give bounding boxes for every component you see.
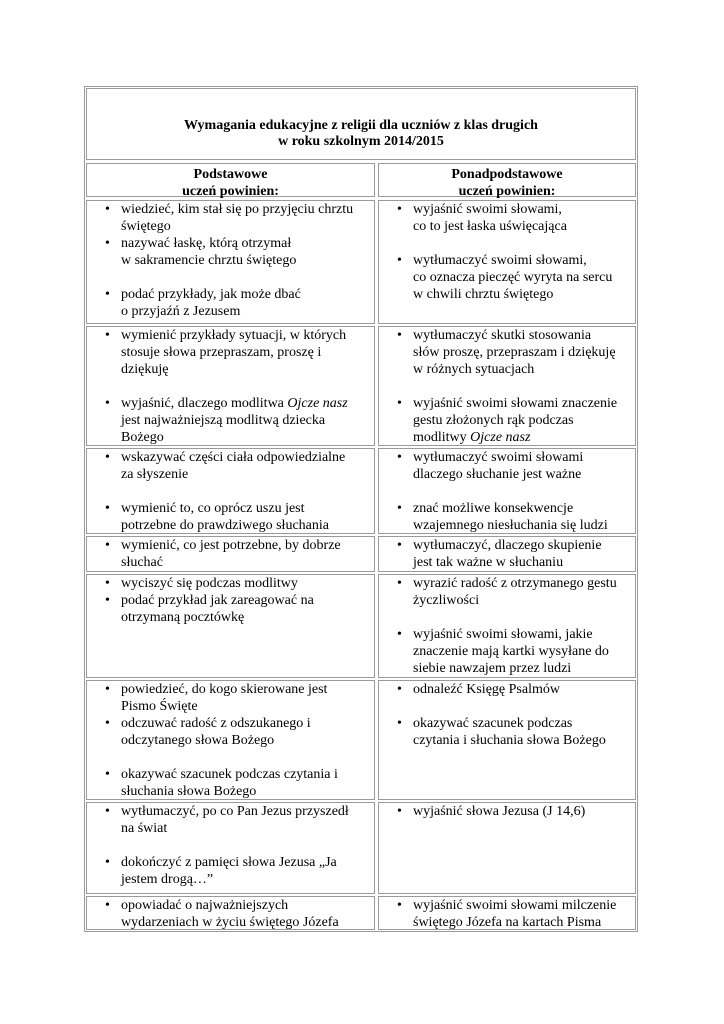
row-3-basic: [86, 448, 375, 534]
list-item: [87, 235, 374, 269]
item-text: w różnych sytuacjach: [413, 362, 535, 377]
row-3-advanced: [378, 448, 636, 534]
item-text: znaczenie mają kartki wysyłane do: [413, 644, 609, 659]
item-text: wydarzeniach w życiu świętego Józefa: [121, 915, 339, 930]
item-text: słuchać: [121, 555, 163, 570]
prayer-title: Ojcze nasz: [470, 430, 531, 445]
item-text: • wyjaśnić swoimi słowami,: [413, 202, 562, 217]
item-text: odczytanego słowa Bożego: [121, 733, 275, 748]
row-7-advanced: [378, 802, 636, 894]
item-text: • wytłumaczyć swoimi słowami: [413, 450, 584, 465]
header-basic: [86, 163, 375, 197]
item-text: życzliwości: [413, 593, 480, 608]
item-text: co to jest łaska uświęcająca: [413, 219, 567, 234]
document-title: [86, 88, 636, 160]
item-text: w sakramencie chrztu świętego: [121, 253, 297, 268]
item-text: • znać możliwe konsekwencje: [413, 501, 574, 516]
list-item: [87, 449, 374, 483]
list-item: [87, 854, 374, 888]
item-text: jest tak ważne w słuchaniu: [413, 555, 564, 570]
item-text: • wskazywać części ciała odpowiedzialne: [121, 450, 346, 465]
header-basic-line-2: uczeń powinien:: [182, 184, 279, 199]
row-5-basic: [86, 574, 375, 678]
item-text: • wymienić przykłady sytuacji, w których: [121, 328, 347, 343]
list-item: [379, 327, 635, 378]
item-text: wyjaśnić, dlaczego modlitwa: [121, 396, 288, 411]
item-text: otrzymaną pocztówkę: [121, 610, 245, 625]
list-item: [87, 327, 374, 378]
item-text: • wytłumaczyć, dlaczego skupienie: [413, 538, 602, 553]
list-item: [87, 803, 374, 837]
header-advanced-line-1: Ponadpodstawowe: [451, 167, 563, 182]
item-text: • odnaleźć Księgę Psalmów: [413, 682, 560, 697]
list-item: [379, 626, 635, 677]
item-text: w chwili chrztu świętego: [413, 287, 554, 302]
item-text: dlaczego słuchanie jest ważne: [413, 467, 582, 482]
item-text: gestu złożonych rąk podczas: [413, 413, 574, 428]
list-item: [379, 500, 635, 534]
row-7-basic: [86, 802, 375, 894]
row-8-advanced: [378, 896, 636, 930]
list-item: [87, 201, 374, 235]
row-4-advanced: [378, 536, 636, 572]
item-text: • opowiadać o najważniejszych: [121, 898, 289, 913]
item-text: świętego: [121, 219, 171, 234]
item-text: potrzebne do prawdziwego słuchania: [121, 518, 329, 533]
item-text: siebie nawzajem przez ludzi: [413, 661, 572, 676]
item-text: • nazywać łaskę, którą otrzymał: [121, 236, 292, 251]
list-item: [87, 286, 374, 320]
item-text: Pismo Święte: [121, 699, 198, 714]
item-text: • okazywać szacunek podczas: [413, 716, 573, 731]
item-text: dziękuję: [121, 362, 169, 377]
item-text: • wyrazić radość z otrzymanego gestu: [413, 576, 617, 591]
header-advanced-line-2: uczeń powinien:: [458, 184, 556, 199]
row-1-basic: [86, 200, 375, 324]
item-text: • podać przykłady, jak może dbać: [121, 287, 301, 302]
row-2-advanced: [378, 326, 636, 446]
list-item: [87, 681, 374, 715]
item-text: • dokończyć z pamięci słowa Jezusa „Ja: [121, 855, 337, 870]
list-item: [87, 500, 374, 534]
item-text: • odczuwać radość z odszukanego i: [121, 716, 311, 731]
item-text: za słyszenie: [121, 467, 189, 482]
item-text: Bożego: [121, 430, 164, 445]
item-text: • wytłumaczyć, po co Pan Jezus przyszedł: [121, 804, 349, 819]
item-text: • okazywać szacunek podczas czytania i: [121, 767, 338, 782]
list-item: [87, 592, 374, 626]
list-item: [379, 252, 635, 303]
list-item: [379, 449, 635, 483]
list-item: [379, 715, 635, 749]
list-item: [87, 766, 374, 800]
row-8-basic: [86, 896, 375, 930]
item-text: słuchania słowa Bożego: [121, 784, 257, 799]
item-text: czytania i słuchania słowa Bożego: [413, 733, 606, 748]
row-1-advanced: [378, 200, 636, 324]
item-text: modlitwy: [413, 430, 471, 445]
header-basic-line-1: Podstawowe: [193, 167, 268, 182]
title-line-2: w roku szkolnym 2014/2015: [278, 134, 444, 149]
item-text: • wyjaśnić swoimi słowami milczenie: [413, 898, 617, 913]
title-line-1: Wymagania edukacyjne z religii dla uczniów z klas drugich: [184, 118, 538, 133]
list-item: [379, 575, 635, 609]
item-text: stosuje słowa przepraszam, proszę i: [121, 345, 322, 360]
item-text: jest najważniejszą modlitwą dziecka: [121, 413, 326, 428]
row-5-advanced: [378, 574, 636, 678]
item-text: świętego Józefa na kartach Pisma: [413, 915, 602, 930]
list-item: [87, 715, 374, 749]
item-text: • wymienić, co jest potrzebne, by dobrze: [121, 538, 341, 553]
item-text: na świat: [121, 821, 168, 836]
item-text: • powiedzieć, do kogo skierowane jest: [121, 682, 328, 697]
item-text: słów proszę, przepraszam i dziękuję: [413, 345, 616, 360]
list-item: [87, 897, 374, 931]
list-item: [379, 395, 635, 446]
item-text: wzajemnego niesłuchania się ludzi: [413, 518, 608, 533]
list-item: [379, 897, 635, 931]
list-item: [379, 537, 635, 571]
list-item: [379, 681, 635, 698]
item-text: • wytłumaczyć swoimi słowami,: [413, 253, 587, 268]
item-text: • wytłumaczyć skutki stosowania: [413, 328, 592, 343]
row-2-basic: [86, 326, 375, 446]
item-text: • wiedzieć, kim stał się po przyjęciu chrztu: [121, 202, 354, 217]
item-text: • wymienić to, co oprócz uszu jest: [121, 501, 305, 516]
item-text: o przyjaźń z Jezusem: [121, 304, 241, 319]
item-text: jestem drogą…”: [121, 872, 214, 887]
item-text: • podać przykład jak zareagować na: [121, 593, 314, 608]
item-text: • wyjaśnić swoimi słowami, jakie: [413, 627, 593, 642]
row-4-basic: [86, 536, 375, 572]
header-advanced: [378, 163, 636, 197]
list-item: [87, 575, 374, 592]
list-item: [379, 803, 635, 820]
prayer-title: Ojcze nasz: [287, 396, 348, 411]
item-text: • wyjaśnić słowa Jezusa (J 14,6): [413, 804, 586, 819]
item-text: • wyjaśnić swoimi słowami znaczenie: [413, 396, 618, 411]
list-item: [87, 537, 374, 571]
list-item: [379, 201, 635, 235]
item-text: co oznacza pieczęć wyryta na sercu: [413, 270, 613, 285]
item-text: • wyciszyć się podczas modlitwy: [121, 576, 298, 591]
row-6-basic: [86, 680, 375, 800]
list-item: [87, 395, 374, 446]
row-6-advanced: [378, 680, 636, 800]
